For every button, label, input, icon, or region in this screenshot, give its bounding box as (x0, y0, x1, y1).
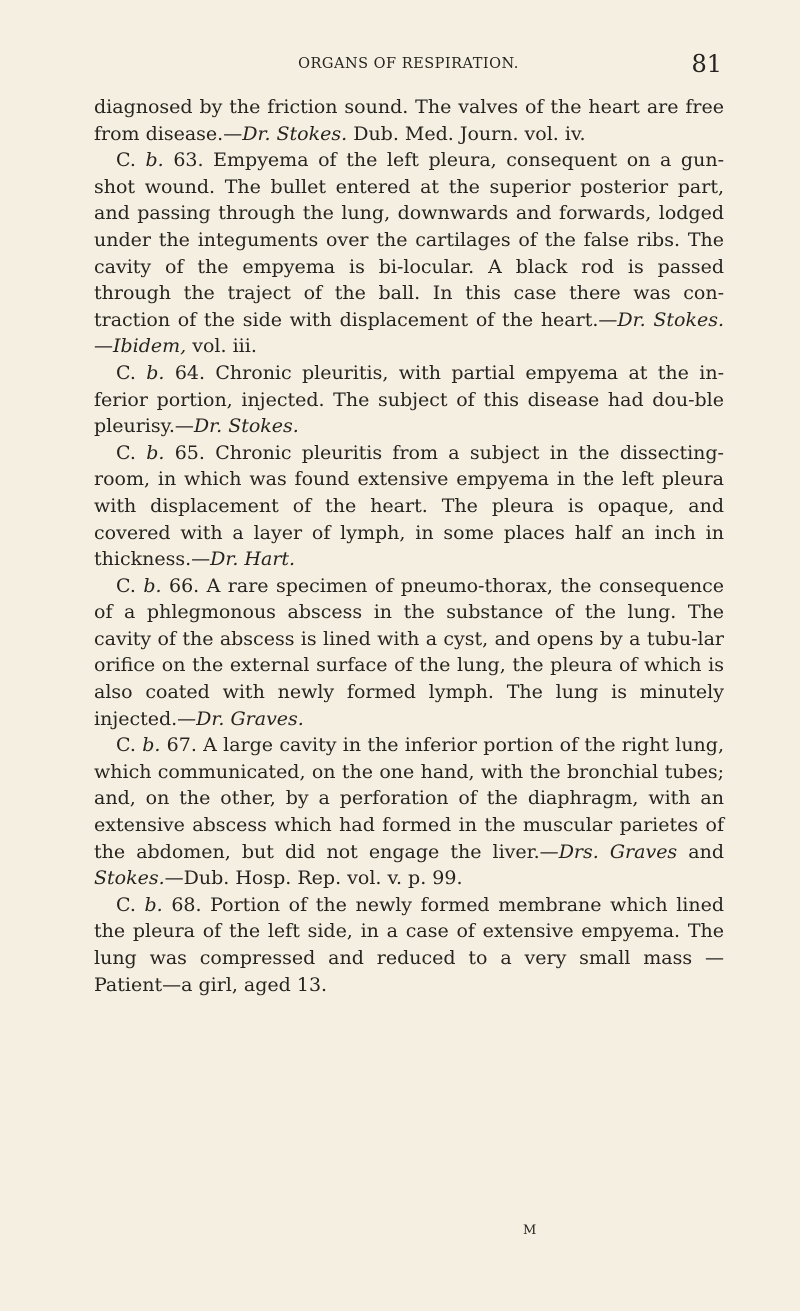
paragraph (94, 147, 724, 360)
paragraph-text: C. (116, 893, 145, 916)
italic-text: b. (142, 734, 161, 757)
italic-text: b. (146, 361, 165, 384)
italic-text: Dr. Stokes. (193, 415, 299, 438)
italic-text: Drs. Graves (558, 840, 678, 863)
running-title: ORGANS OF RESPIRATION. (298, 56, 519, 72)
page-number: 81 (691, 50, 722, 78)
paragraph-text: Dub. Med. Journ. vol. iv. (347, 122, 586, 145)
paragraph-text: and (677, 840, 724, 863)
italic-text: Dr. Stokes. (242, 122, 348, 145)
paragraph (94, 440, 724, 573)
paragraph-text: 64. Chronic pleuritis, with partial empyema at the in-ferior portion, injected. The subject of this disease had dou-ble pleurisy.— (94, 361, 724, 438)
italic-text: b. (145, 149, 164, 172)
italic-text: Stokes. (94, 867, 165, 890)
signature-mark: M (523, 1223, 537, 1238)
paragraph-text: — (94, 335, 113, 358)
paragraph-text: 68. Portion of the newly formed membrane which lined the pleura of the left side, in a case of extensive empyema. The lung was compressed and reduced to a very small mass — Patient—a girl, aged 13. (94, 893, 724, 996)
italic-text: Dr. Graves. (196, 707, 304, 730)
paragraph-text: C. (116, 149, 146, 172)
paragraph-text: C. (116, 574, 144, 597)
paragraph-text: C. (116, 441, 147, 464)
italic-text: b. (144, 893, 163, 916)
paragraph-text: diagnosed by the friction sound. The valves of the heart are free from disease.— (94, 96, 724, 145)
paragraph-text: 67. A large cavity in the inferior portion of the right lung, which communicated, on the one hand, with the bronchial tubes; and, on the other, by a perforation of the diaphragm, with an extensive abscess which had formed in the muscular parietes of the abdomen, but did not engage the liver.— (94, 734, 724, 863)
paragraph (94, 732, 724, 892)
italic-text: Ibidem, (113, 335, 187, 358)
paragraph (94, 892, 724, 998)
italic-text: Dr. Hart. (210, 548, 296, 571)
paragraph-text: 63. Empyema of the left pleura, consequent on a gun-shot wound. The bullet entered at the superior posterior part, and passing through the lung, downwards and forwards, lodged under the integuments over the cartilages of the false ribs. The cavity of the empyema is bi-locular. A black rod is passed through the traject of the ball. In this case there was con-traction of the side with displacement of the heart.— (94, 149, 724, 331)
paragraph-text: vol. iii. (186, 335, 257, 358)
paragraph (94, 94, 724, 147)
italic-text: Dr. Stokes. (617, 308, 724, 331)
paragraph (94, 360, 724, 440)
paragraph-text: C. (116, 734, 143, 757)
italic-text: b. (146, 441, 165, 464)
body-text (94, 94, 724, 998)
paragraph (94, 573, 724, 733)
paragraph-text: 66. A rare specimen of pneumo-thorax, the consequence of a phlegmonous abscess in the substance of the lung. The cavity of the abscess is lined with a cyst, and opens by a tubu-lar orifice on the external surface of the lung, the pleura of which is also coated with newly formed lymph. The lung is minutely injected.— (94, 574, 724, 730)
running-head (95, 50, 722, 78)
paragraph-text: 65. Chronic pleuritis from a subject in the dissecting-room, in which was found extensive empyema in the left pleura with displacement of the heart. The pleura is opaque, and covered with a layer of lymph, in some places half an inch in thickness.— (94, 441, 724, 571)
paragraph-text: C. (116, 361, 147, 384)
italic-text: b. (143, 574, 162, 597)
paragraph-text: —Dub. Hosp. Rep. vol. v. p. 99. (164, 867, 463, 890)
